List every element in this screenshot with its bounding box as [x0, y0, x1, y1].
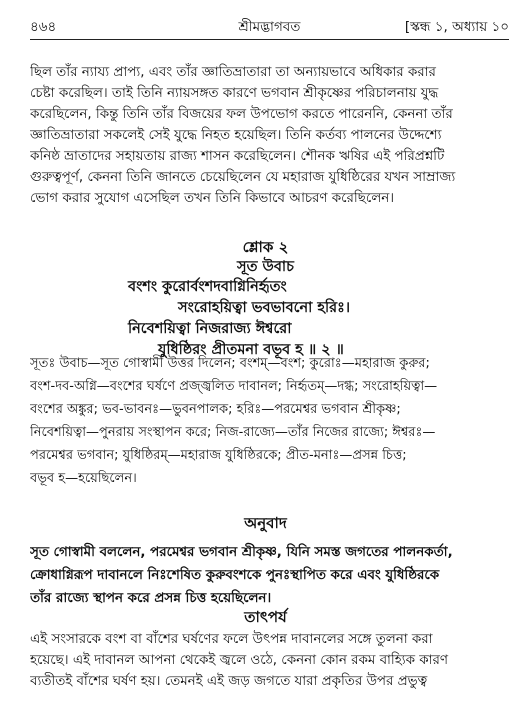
text-line: চেষ্টা করেছিল। তাই তিনি ন্যায়সঙ্গত কারণে ভগবান শ্রীকৃষ্ণের পরিচালনায় যুদ্ধ	[30, 86, 439, 101]
book-title: শ্রীমদ্ভাগবত	[238, 19, 301, 35]
purport-paragraph	[30, 629, 514, 692]
text-line: হয়েছে। এই দাবানল আপনা থেকেই জ্বলে ওঠে, কেননা কোন রকম বাহ্যিক কারণ	[30, 653, 448, 668]
verse-heading: শ্লোক ২	[242, 238, 289, 256]
header-rule	[30, 39, 509, 40]
text-line: করেছিলেন, কিন্তু তিনি তাঁর বিজয়ের ফল উপভোগ করতে পারেননি, কেননা তাঁর	[30, 107, 453, 122]
text-line: জ্ঞাতিভ্রাতারা সকলেই সেই যুদ্ধে নিহত হয়েছিল। তিনি কর্তব্য পালনের উদ্দেশ্যে	[30, 128, 442, 143]
text-line: ছিল তাঁর ন্যায্য প্রাপ্য, এবং তাঁর জ্ঞাতিভ্রাতারা তা অন্যায়ভাবে অধিকার করার	[30, 65, 436, 80]
text-line: ব্যতীতই বাঁশের ঘর্ষণ হয়। তেমনই এই জড় জগতে যারা প্রকৃতির উপর প্রভুত্ব	[30, 674, 428, 689]
text-line: কনিষ্ঠ ভ্রাতাদের সহায়তায় রাজ্য শাসন করেছিলেন। শৌনক ঋষির এই পরিপ্রশ্নটি	[30, 149, 445, 164]
text-line: ক্রোধাগ্নিরূপ দাবানলে নিঃশেষিত কুরুবংশকে পুনঃস্থাপিত করে এবং যুধিষ্ঠিরকে	[30, 568, 440, 583]
text-line: বংশ-দব-অগ্নি—বংশের ঘর্ষণে প্রজ্জ্বলিত দাবানল; নির্হৃতম্—দগ্ধ; সংরোহয়িত্বা—	[30, 379, 438, 394]
translation-heading: অনুবাদ	[244, 514, 287, 532]
page-number: ৪৬৪	[30, 19, 57, 35]
text-line: এই সংসারকে বংশ বা বাঁশের ঘর্ষণের ফলে উৎপন্ন দাবানলের সঙ্গে তুলনা করা	[30, 632, 433, 647]
translation-paragraph	[30, 541, 514, 610]
verse-line: নিবেশয়িত্বা নিজরাজ্য ঈশ্বরো	[128, 321, 292, 337]
synonyms-paragraph	[30, 352, 514, 490]
text-line: বভূব হ—হয়েছিলেন।	[30, 471, 137, 486]
verse-line: সংরোহয়িত্বা ভবভাবনো হরিঃ।	[178, 300, 351, 316]
text-line: পরমেশ্বর ভগবান; যুধিষ্ঠিরম্—মহারাজ যুধিষ্ঠিরকে; প্রীত-মনাঃ—প্রসন্ন চিত্ত;	[30, 448, 407, 463]
text-line: ভোগ করার সুযোগ এসেছিল তখন তিনি কিভাবে আচরণ করেছিলেন।	[30, 191, 394, 206]
section-reference: [স্কন্ধ ১, অধ্যায় ১০	[404, 19, 509, 35]
intro-paragraph	[30, 62, 514, 209]
verse-speaker: সূত উবাচ	[237, 259, 294, 275]
purport-heading: তাৎপর্য	[244, 608, 287, 626]
verse-line: যুধিষ্ঠিরং প্রীতমনা বভূব হ ॥ ২ ॥	[158, 342, 344, 358]
text-line: নিবেশয়িত্বা—পুনরায় সংস্থাপন করে; নিজ-রাজ্যে—তাঁর নিজের রাজ্যে; ঈশ্বরঃ—	[30, 425, 436, 440]
page-header	[30, 16, 509, 38]
text-line: তাঁর রাজ্যে স্থাপন করে প্রসন্ন চিত্ত হয়েছিলেন।	[30, 591, 272, 606]
text-line: সূত গোস্বামী বললেন, পরমেশ্বর ভগবান শ্রীকৃষ্ণ, যিনি সমস্ত জগতের পালনকর্তা,	[30, 545, 453, 560]
verse-line: বংশং কুরোর্বংশদবাগ্নিনির্হৃতং	[128, 279, 287, 295]
text-line: সূতঃ উবাচ—সূত গোস্বামী উত্তর দিলেন; বংশম্—বংশ; কুরোঃ—মহারাজ কুরুর;	[30, 356, 430, 371]
text-line: গুরুত্বপূর্ণ, কেননা তিনি জানতে চেয়েছিলেন যে মহারাজ যুধিষ্ঠিরের যখন সাম্রাজ্য	[30, 170, 456, 185]
text-line: বংশের অঙ্কুর; ভব-ভাবনঃ—ভুবনপালক; হরিঃ—পরমেশ্বর ভগবান শ্রীকৃষ্ণ;	[30, 402, 401, 417]
